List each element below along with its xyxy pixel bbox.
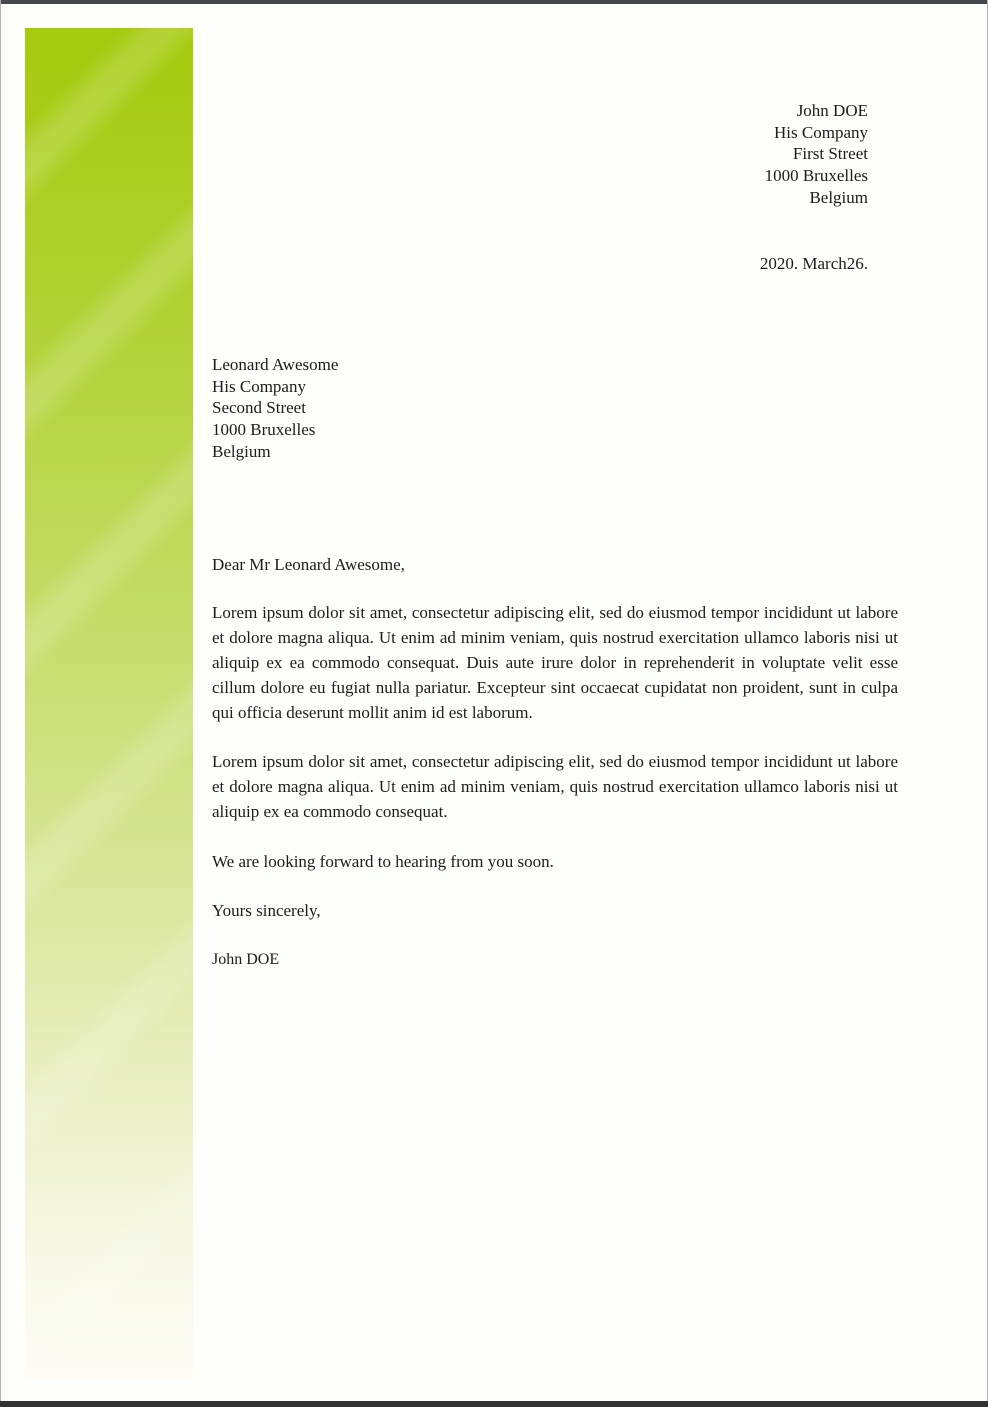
letter-date: 2020. March26. — [759, 254, 868, 273]
recipient-company: His Company — [212, 376, 306, 396]
sender-address-block — [765, 100, 868, 209]
closing-line: We are looking forward to hearing from you soon. — [212, 852, 554, 871]
salutation: Dear Mr Leonard Awesome, — [212, 555, 405, 574]
sender-country: Belgium — [809, 187, 868, 207]
page-bottom-border — [0, 1401, 988, 1407]
signature-name: John DOE — [212, 951, 280, 968]
green-gradient-bar — [25, 28, 193, 1380]
valediction: Yours sincerely, — [212, 901, 321, 920]
recipient-name: Leonard Awesome — [212, 355, 339, 374]
sender-name: John DOE — [796, 101, 868, 120]
sender-company: His Company — [774, 122, 868, 142]
body-paragraph-2: Lorem ipsum dolor sit amet, consectetur adipiscing elit, sed do eiusmod tempor incididunt ut labore et dolore magna aliqua. Ut enim ad minim veniam, quis nostrud exercitation ullamco laboris nisi ut aliquip ex ea commodo consequat. — [212, 752, 898, 821]
page-top-border — [0, 0, 988, 4]
recipient-address-block — [212, 354, 338, 463]
recipient-country: Belgium — [212, 441, 271, 461]
recipient-city: 1000 Bruxelles — [212, 420, 316, 440]
sender-street: First Street — [792, 144, 868, 164]
page-left-border — [0, 0, 1, 1407]
body-paragraph-1: Lorem ipsum dolor sit amet, consectetur adipiscing elit, sed do eiusmod tempor incididunt ut labore et dolore magna aliqua. Ut enim ad minim veniam, quis nostrud exercitation ullamco laboris nisi ut aliquip ex ea commodo consequat. Duis aute irure dolor in reprehenderit in voluptate velit esse cillum dolore eu fugiat nulla pariatur. Excepteur sint occaecat cupidatat non proident, sunt in culpa qui officia deserunt mollit anim id est laborum. — [212, 603, 898, 722]
recipient-street: Second Street — [212, 398, 306, 418]
sender-city: 1000 Bruxelles — [764, 166, 868, 186]
